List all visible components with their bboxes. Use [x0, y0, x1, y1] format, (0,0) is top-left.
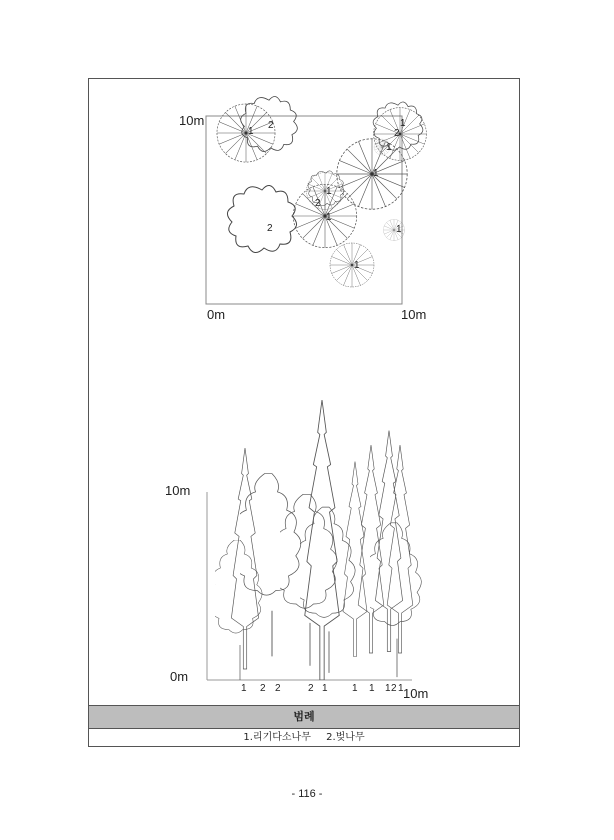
plan-tag-9: 1 [326, 212, 332, 223]
legend-item-cherry: 2.벚나무 [326, 732, 365, 743]
plan-tag-4: 2 [394, 128, 400, 139]
elev-axis-right-label: 10m [403, 686, 429, 701]
legend-item-pine: 1.리기다소나무 [243, 732, 311, 743]
elev-num-9: 2 [391, 683, 397, 694]
plan-tag-5: 1 [386, 142, 392, 153]
plan-axis-right-label: 10m [401, 307, 427, 322]
pine-crown-6 [293, 184, 356, 247]
pine-crown-8 [330, 243, 374, 287]
pine-crown-1 [217, 104, 275, 162]
pine-crown-4 [337, 139, 407, 209]
legend-title: 범례 [89, 705, 519, 729]
elev-axis-top-label: 10m [165, 483, 191, 498]
elevation-view [207, 400, 421, 680]
elev-num-3: 2 [275, 683, 281, 694]
plan-tag-1: 1 [248, 126, 254, 137]
plan-tag-3: 1 [400, 118, 406, 129]
plan-bounds [206, 116, 402, 304]
elev-num-8: 1 [385, 683, 391, 694]
plan-tag-8: 2 [315, 198, 321, 209]
elev-num-5: 1 [322, 683, 328, 694]
elev-axis-origin-label: 0m [170, 669, 189, 684]
plan-axis-top-label: 10m [179, 113, 205, 128]
elev-num-7: 1 [369, 683, 375, 694]
plan-tag-12: 1 [354, 260, 360, 271]
plan-tag-11: 1 [396, 224, 402, 235]
plan-tag-6: 1 [373, 168, 379, 179]
elev-num-10: 1 [398, 683, 404, 694]
page-number: - 116 - [291, 788, 323, 800]
plan-tag-10: 2 [267, 223, 273, 234]
plan-tag-2: 2 [268, 120, 274, 131]
plan-tag-7: 1 [326, 186, 332, 197]
elev-num-1: 1 [241, 683, 247, 694]
elev-num-2: 2 [260, 683, 266, 694]
elev-num-6: 1 [352, 683, 358, 694]
cherry-crown-4 [227, 185, 296, 252]
elev-num-4: 2 [308, 683, 314, 694]
plan-axis-origin-label: 0m [207, 307, 226, 322]
